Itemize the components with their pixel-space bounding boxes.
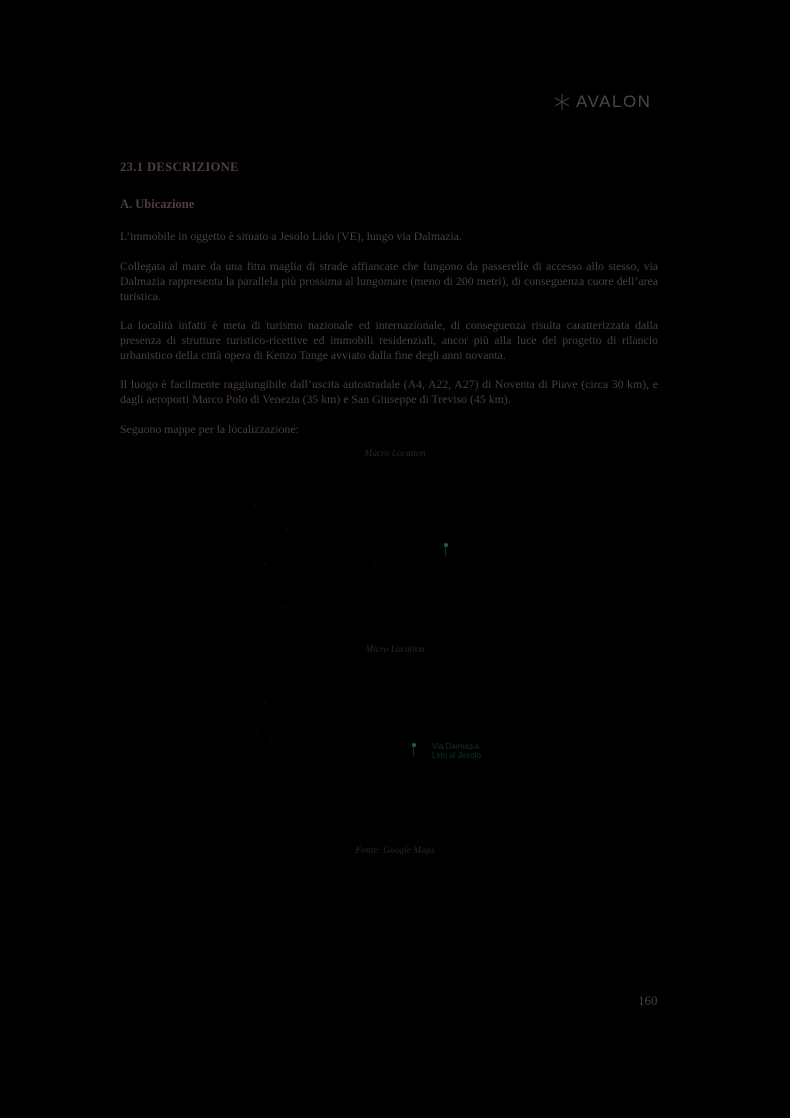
paragraph-tourism: La località infatti è meta di turismo nazionale ed internazionale, di conseguenza risulta caratterizzata dalla presenza di strutture turistico-ricettive ed immobili residenziali, ancor più alla luce del progetto di rilancio urbanistico della città opera di Kenzo Tange avviato dalla fine degli anni novanta. bbox=[120, 318, 658, 362]
macro-map-caption: Macro Location bbox=[364, 449, 426, 459]
map-road-mark bbox=[309, 547, 311, 548]
map-road-mark bbox=[264, 702, 266, 703]
section-title: 23.1 DESCRIZIONE bbox=[120, 160, 239, 174]
map-road-mark bbox=[374, 565, 376, 566]
map-road-mark bbox=[346, 498, 348, 499]
map-road-mark bbox=[442, 674, 444, 675]
paragraph-location: L’immobile in oggetto è situato a Jesolo Lido (VE), lungo via Dalmazia. bbox=[120, 229, 462, 243]
map-road-mark bbox=[284, 593, 286, 594]
map-road-mark bbox=[256, 730, 258, 731]
map-road-mark bbox=[290, 702, 292, 703]
location-pin-stem bbox=[445, 547, 446, 556]
map-source-caption: Fonte: Google Maps bbox=[355, 846, 435, 856]
macro-location-map bbox=[234, 465, 556, 635]
micro-location-map bbox=[234, 660, 556, 840]
map-road-mark bbox=[270, 738, 272, 739]
map-road-mark bbox=[286, 529, 288, 530]
paragraph-maps-intro: Seguono mappe per la localizzazione: bbox=[120, 422, 299, 436]
subsection-title: A. Ubicazione bbox=[120, 197, 195, 211]
map-road-mark bbox=[264, 563, 266, 564]
logo-text: AVALON bbox=[576, 92, 652, 111]
map-road-mark bbox=[254, 505, 256, 506]
paragraph-access: Il luogo è facilmente raggiungibile dall’uscita autostradale (A4, A22, A27) di Noventa di Piave (circa 30 km), e dagli aeroporti Marco Polo di Venezia (35 km) e San Giuseppe di Treviso (45 km). bbox=[120, 377, 658, 406]
paragraph-street: Collegata al mare da una fitta maglia di strade affiancate che fungono da passerelle di accesso allo stesso, via Dalmazia rappresenta la parallela più prossima al lungomare (meno di 200 metri), di conseguenza cuore dell’area turistica. bbox=[120, 259, 658, 303]
pin-label-town: Lido di Jesolo bbox=[432, 751, 481, 760]
pin-label-street: Via Dalmazia, bbox=[432, 742, 482, 751]
micro-map-caption: Micro Location bbox=[365, 645, 425, 655]
map-road-mark bbox=[282, 607, 284, 608]
page-number: 160 bbox=[638, 993, 658, 1008]
avalon-star-icon bbox=[552, 92, 572, 112]
location-pin-stem bbox=[413, 747, 414, 756]
company-logo bbox=[552, 92, 651, 112]
